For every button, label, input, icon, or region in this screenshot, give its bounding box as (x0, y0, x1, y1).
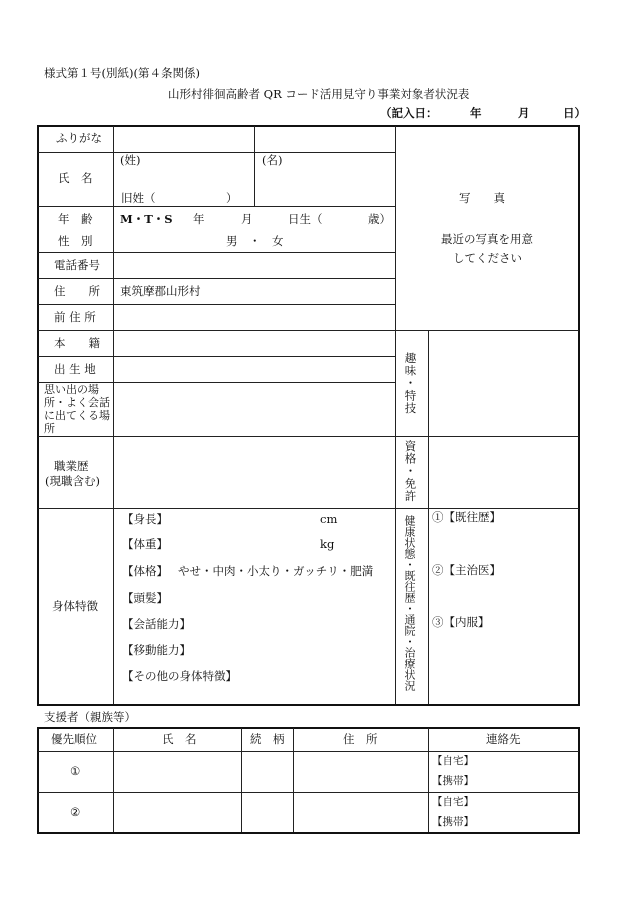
hair-label: 【頭髪】 (122, 591, 168, 605)
memory-place-label: 思い出の場所・よく会話に出てくる場所 (44, 383, 110, 435)
supporters-header-priority: 優先順位 (51, 732, 97, 746)
supporter-priority-1: ① (70, 764, 81, 778)
mobility-label: 【移動能力】 (122, 643, 191, 657)
height-label: 【身長】 (122, 512, 168, 526)
entry-date-label: （記入日： (380, 106, 438, 120)
height-unit: cm (320, 512, 338, 526)
supporters-header-address: 住 所 (343, 732, 378, 746)
gender-options[interactable]: 男 ・ 女 (226, 234, 284, 248)
hobby-field[interactable] (429, 331, 577, 435)
build-options[interactable]: やせ・中肉・小太り・ガッチリ・肥満 (178, 564, 374, 578)
mei-label: (名) (262, 153, 283, 167)
address-label: 住 所 (54, 284, 100, 298)
supporters-header-name: 氏 名 (162, 732, 197, 746)
weight-unit: kg (320, 537, 335, 551)
domicile-field[interactable] (114, 331, 394, 355)
speech-label: 【会話能力】 (122, 617, 191, 631)
domicile-label: 本 籍 (54, 336, 100, 350)
photo-title: 写 真 (459, 191, 505, 205)
health-item-2: ②【主治医】 (432, 563, 501, 577)
supporter-1-home-label: 【自宅】 (432, 755, 474, 767)
build-label: 【体格】 (122, 564, 168, 578)
photo-note-1: 最近の写真を用意 (441, 232, 533, 246)
license-field[interactable] (429, 437, 577, 507)
gender-label: 性 別 (58, 234, 93, 248)
entry-month-label: 月 (518, 106, 530, 120)
form-number: 様式第１号(別紙)(第４条関係) (44, 66, 200, 80)
birthplace-field[interactable] (114, 357, 394, 381)
memory-place-field[interactable] (114, 383, 394, 435)
supporter-priority-2: ② (70, 805, 81, 819)
maiden-name-label: 旧姓（ (121, 191, 156, 205)
weight-label: 【体重】 (122, 537, 168, 551)
birth-era-options[interactable]: M・T・S (120, 212, 173, 226)
entry-year-label: 年 (470, 106, 482, 120)
career-field[interactable] (114, 437, 394, 507)
furigana-sei-field[interactable] (114, 127, 254, 151)
prev-address-label: 前 住 所 (54, 310, 96, 324)
birthplace-label: 出 生 地 (54, 362, 96, 376)
supporter-2-home-label: 【自宅】 (432, 796, 474, 808)
name-label: 氏 名 (58, 171, 93, 185)
career-label: 職業歴 (54, 459, 89, 473)
supporter-1-name-field[interactable] (114, 752, 241, 791)
birth-month-label: 月 (241, 212, 253, 226)
sei-field[interactable] (114, 167, 254, 191)
hobby-label: 趣味・特技 (403, 352, 418, 415)
supporters-header-contact: 連絡先 (486, 732, 521, 746)
body-features-label: 身体特徴 (52, 599, 98, 613)
health-label: 健康状態・既往歴・通院・治療状況 (403, 515, 416, 691)
form-title: 山形村徘徊高齢者 QR コード活用見守り事業対象者状況表 (168, 87, 470, 101)
age-unit-label: 歳） (368, 212, 391, 226)
supporters-header-relation: 続 柄 (250, 732, 285, 746)
birth-year-label: 年 (193, 212, 205, 226)
supporter-1-mobile-label: 【携帯】 (432, 775, 474, 787)
photo-note-2: してください (453, 251, 522, 265)
sei-label: (姓) (120, 153, 141, 167)
maiden-name-close: ） (226, 191, 238, 205)
photo-area[interactable] (396, 127, 577, 329)
license-label: 資格・免許 (403, 440, 418, 503)
furigana-label: ふりがな (56, 131, 102, 145)
phone-field[interactable] (114, 253, 394, 277)
health-item-1: ①【既往歴】 (432, 510, 501, 524)
entry-day-label: 日） (563, 106, 586, 120)
supporter-2-mobile-label: 【携帯】 (432, 816, 474, 828)
health-item-3: ③【内服】 (432, 615, 490, 629)
mei-field[interactable] (255, 167, 394, 205)
supporter-2-name-field[interactable] (114, 793, 241, 831)
supporters-label: 支援者（親族等） (44, 710, 136, 724)
phone-label: 電話番号 (54, 258, 100, 272)
birth-day-label: 日生（ (288, 212, 323, 226)
career-sub-label: (現職含む) (45, 474, 100, 488)
address-value[interactable]: 東筑摩郡山形村 (120, 284, 201, 298)
furigana-mei-field[interactable] (255, 127, 394, 151)
other-features-label: 【その他の身体特徴】 (122, 669, 237, 683)
age-label: 年 齢 (58, 212, 93, 226)
prev-address-field[interactable] (114, 305, 394, 329)
